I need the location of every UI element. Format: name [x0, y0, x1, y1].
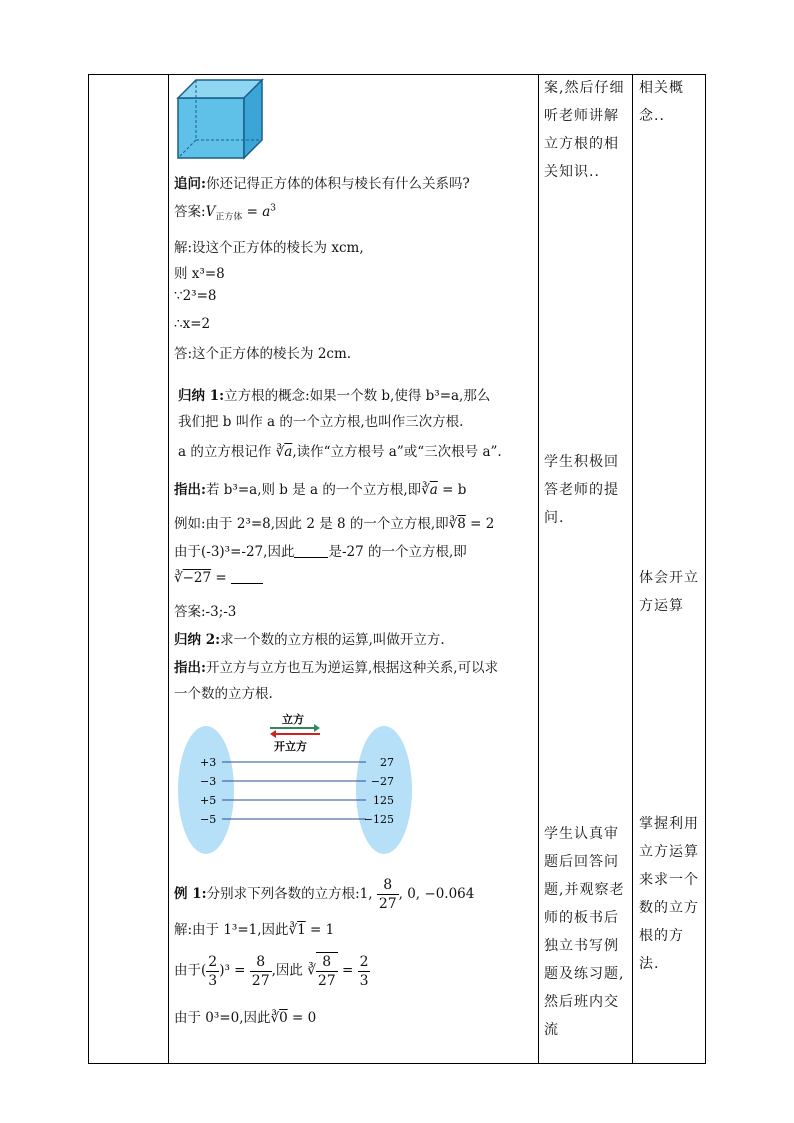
left-value: −5: [200, 813, 217, 826]
example-1-solution: 解:由于 1³=1,因此∛1 = 1: [174, 922, 335, 938]
cube-illustration: [176, 78, 264, 162]
example-line: ∛−27 =: [174, 570, 263, 586]
answer-1: 答案$:V_{正方体} = a^3$: [174, 203, 277, 223]
column-divider: [538, 74, 539, 1064]
example-1-solution: 由于( $\frac{2}{3}$ )³ = $\frac{8}{27}$ ,因此 ∛ $\frac{8}{27}$ = $\frac{2}{3}$: [174, 953, 369, 989]
column-divider: [168, 74, 169, 1064]
point-out-1: 指出:若 b³=a,则 b 是 a 的一个立方根,即$∛\overline{a} = b$: [174, 482, 467, 498]
solution-line: ∴x=2: [174, 316, 211, 332]
design-intent-1: 相关概念..: [639, 80, 684, 124]
follow-up-question: 追问:你还记得正方体的体积与棱长有什么关系吗?: [174, 176, 470, 192]
right-value: 27: [380, 756, 394, 769]
summary-1-notation: a 的立方根记作 $∛\overline{a}$,读作“立方根号 a”或“三次根号 a”.: [178, 444, 502, 460]
solution-line: 解:设这个正方体的棱长为 xcm,: [174, 240, 364, 256]
solution-line: 则 x³=8: [174, 266, 225, 282]
answer-2: 答案:-3;-3: [174, 604, 237, 620]
right-value: −27: [370, 775, 394, 788]
example-1: 例 1:分别求下列各数的立方根:1, $\frac{8}{27}$ , 0, −0.064: [174, 877, 475, 912]
solution-line: 答:这个正方体的棱长为 2cm.: [174, 346, 352, 362]
solution-line: ∵2³=8: [174, 288, 217, 304]
student-activity-2: 学生积极回答老师的提问.: [544, 454, 619, 526]
student-activity-3: 学生认真审题后回答问题,并观察老师的板书后独立书写例题及练习题,然后班内交流: [544, 826, 625, 1038]
example-line: 由于(-3)³=-27,因此 是-27 的一个立方根,即: [174, 544, 467, 560]
cube-arrow-label: 立方: [282, 713, 304, 726]
summary-2: 归纳 2:求一个数的立方根的运算,叫做开立方.: [174, 632, 445, 648]
point-out-2: 指出:开立方与立方也互为逆运算,根据这种关系,可以求: [174, 660, 499, 676]
design-intent-2: 体会开立方运算: [639, 570, 699, 614]
right-value: 125: [373, 794, 394, 807]
left-value: −3: [200, 775, 217, 788]
design-intent-3: 掌握利用立方运算来求一个数的立方根的方法.: [639, 816, 699, 972]
point-out-2-cont: 一个数的立方根.: [174, 686, 273, 702]
cube-root-arrow-label: 开立方: [274, 740, 307, 753]
example-1-solution: 由于 0³=0,因此∛0 = 0: [174, 1010, 317, 1026]
example-line: 例如:由于 2³=8,因此 2 是 8 的一个立方根,即∛8 = 2: [174, 516, 495, 532]
summary-1-cont: 我们把 b 叫作 a 的一个立方根,也叫作三次方根.: [178, 414, 464, 430]
answer-blank: [231, 571, 263, 584]
right-value: −125: [363, 813, 394, 826]
mapping-diagram: [176, 710, 416, 860]
student-activity-1: 案,然后仔细听老师讲解立方根的相关知识..: [544, 80, 625, 180]
left-value: +5: [200, 794, 217, 807]
column-divider: [632, 74, 633, 1064]
answer-blank: [294, 545, 328, 558]
left-value: +3: [200, 756, 217, 769]
summary-1: 归纳 1:立方根的概念:如果一个数 b,使得 b³=a,那么: [178, 388, 491, 404]
